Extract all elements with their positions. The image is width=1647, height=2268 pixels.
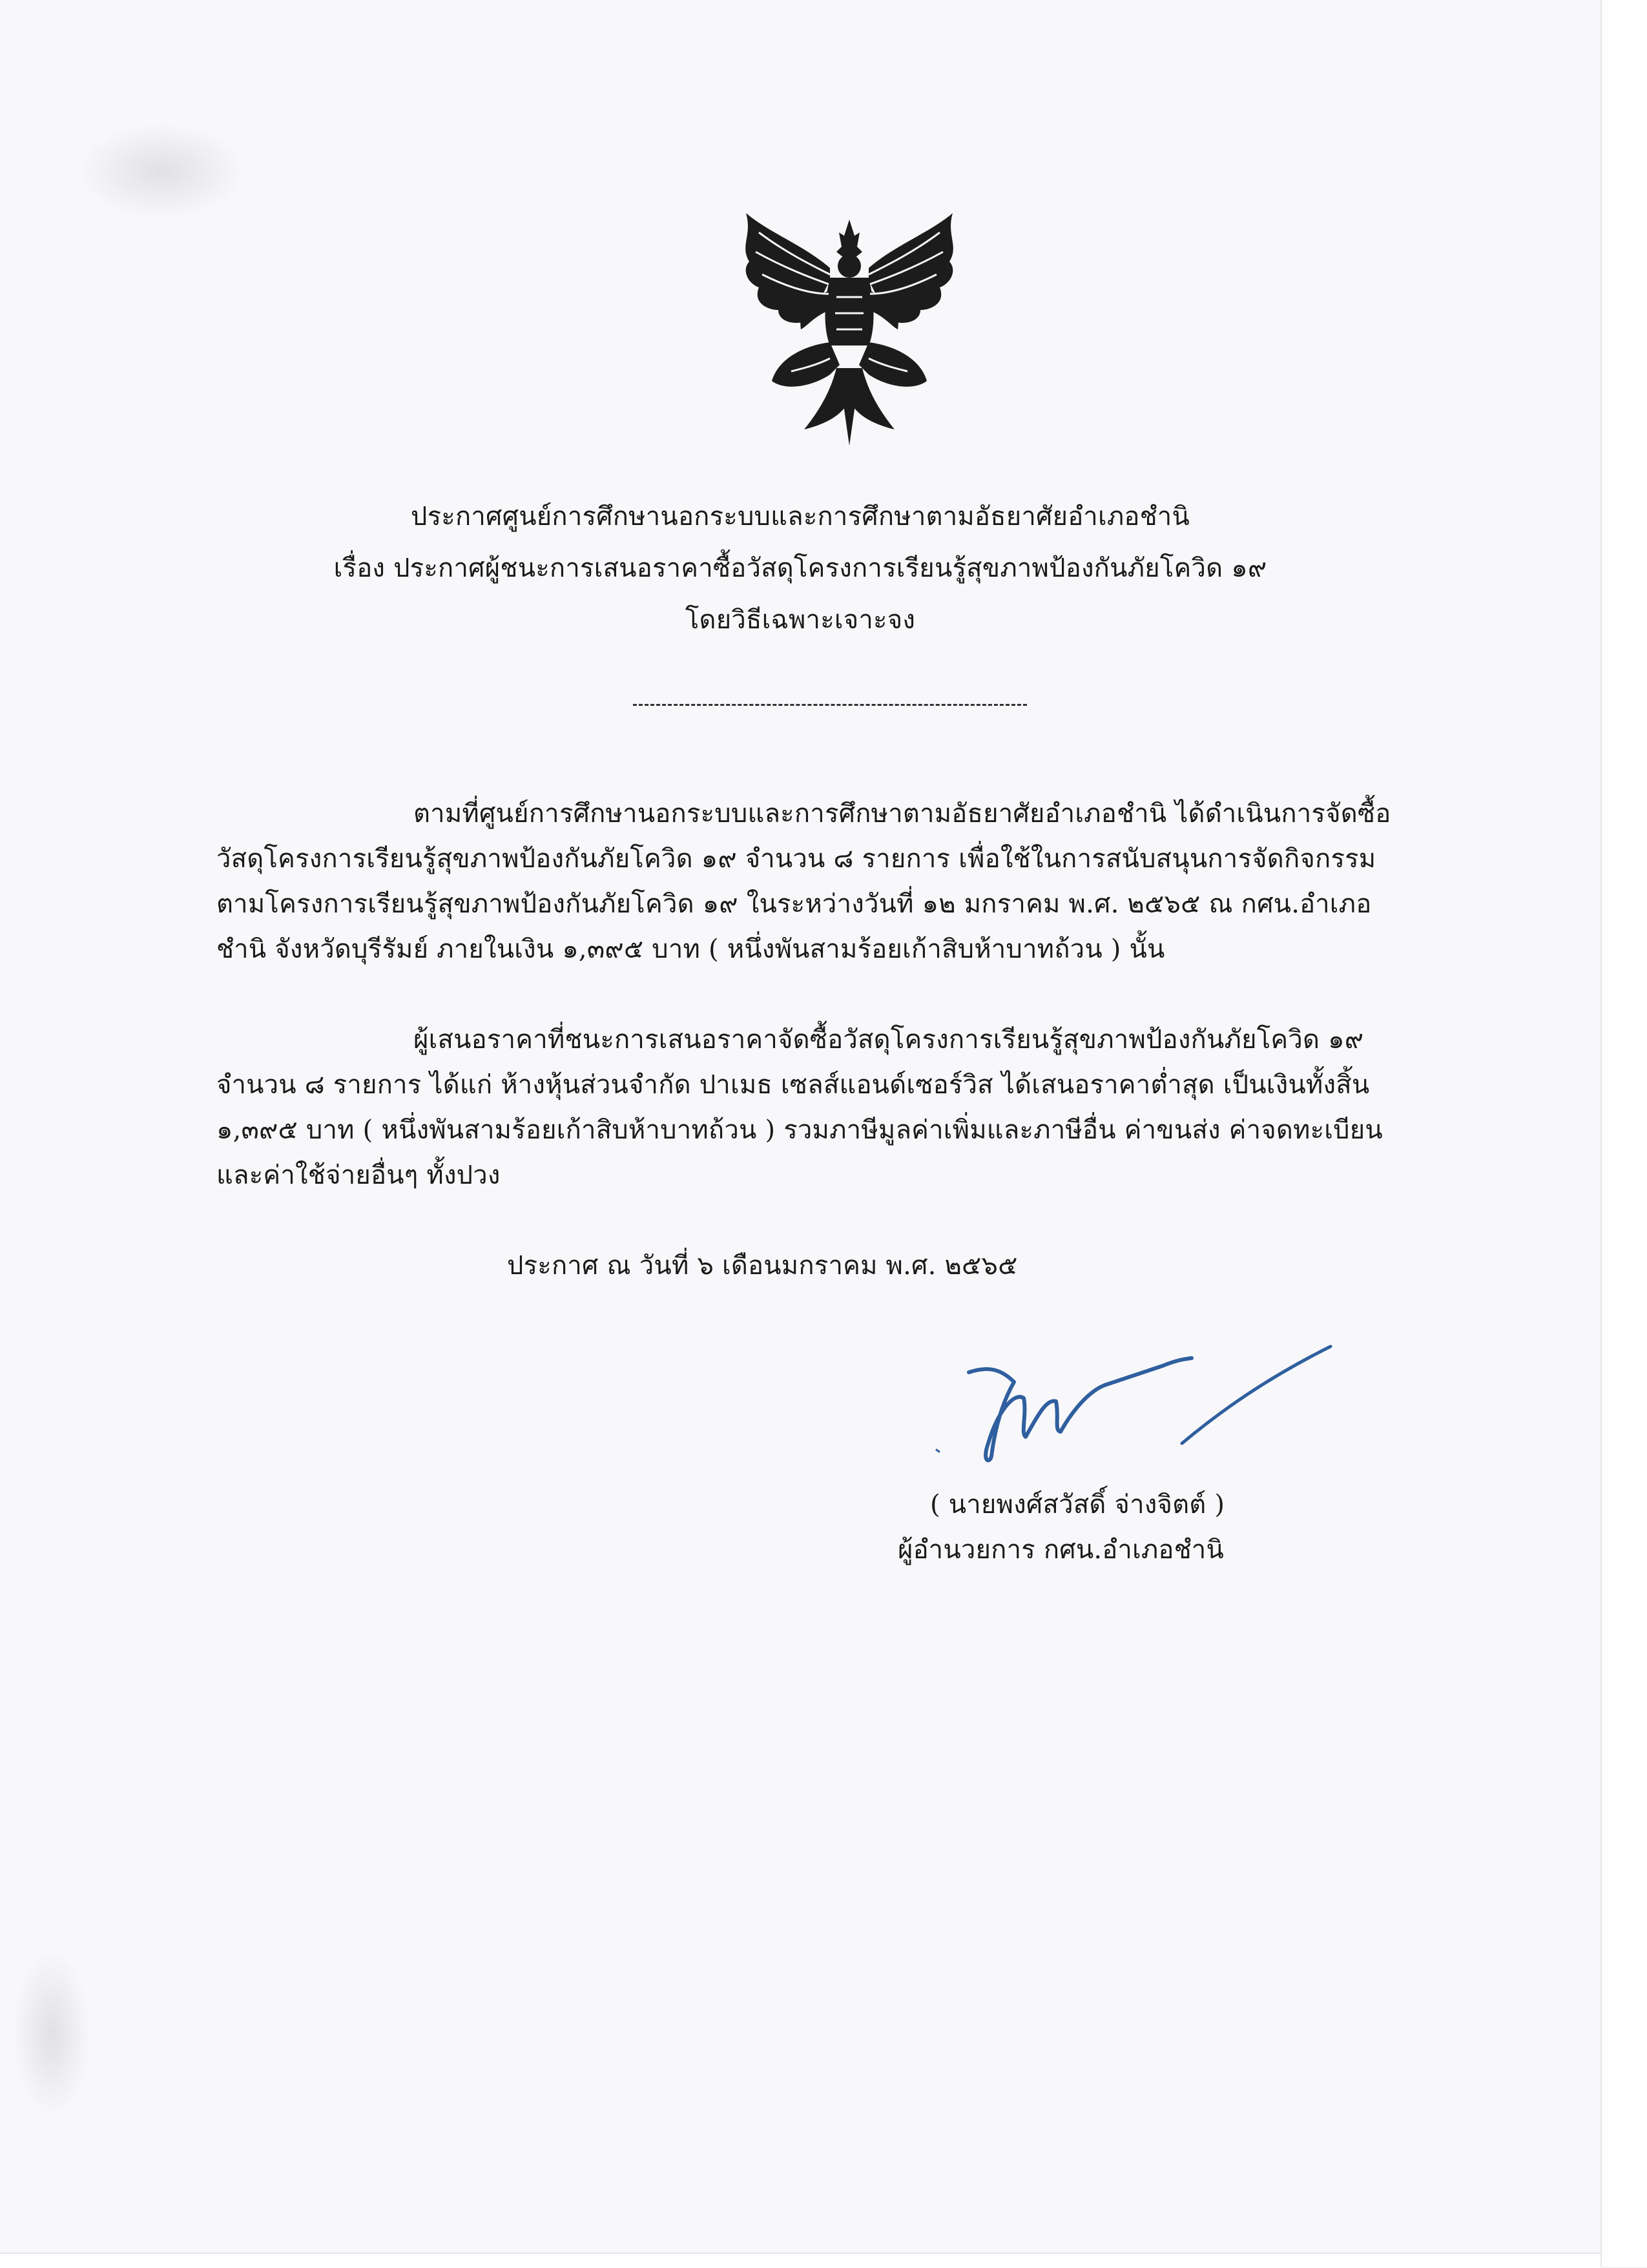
- announcement-subject: เรื่อง ประกาศผู้ชนะการเสนอราคาซื้อวัสดุโครงการเรียนรู้สุขภาพป้องกันภัยโควิด ๑๙: [333, 553, 1267, 583]
- announcement-method: โดยวิธีเฉพาะเจาะจง: [685, 605, 916, 635]
- announcement-title: ประกาศศูนย์การศึกษานอกระบบและการศึกษาตามอัธยาศัยอำเภอชำนิ: [411, 502, 1190, 531]
- garuda-emblem-icon: [733, 207, 966, 459]
- scan-smudge: [13, 1950, 90, 2118]
- paragraph-1-line-3: ตามโครงการเรียนรู้สุขภาพป้องกันภัยโควิด ๑๙ ในระหว่างวันที่ ๑๒ มกราคม พ.ศ. ๒๕๖๕ ณ กศน.อำเภอ: [216, 889, 1372, 919]
- paragraph-1-line-1: ตามที่ศูนย์การศึกษานอกระบบและการศึกษาตามอัธยาศัยอำเภอชำนิ ได้ดำเนินการจัดซื้อ: [413, 799, 1391, 829]
- handwritten-signature: [917, 1321, 1343, 1476]
- scan-smudge: [78, 123, 245, 220]
- separator-line: [633, 704, 1027, 706]
- paragraph-1-line-2: วัสดุโครงการเรียนรู้สุขภาพป้องกันภัยโควิด ๑๙ จำนวน ๘ รายการ เพื่อใช้ในการสนับสนุนการจัดกิจกรรม: [216, 844, 1376, 874]
- scan-right-margin: [1600, 0, 1647, 2267]
- paragraph-2-line-4: และค่าใช้จ่ายอื่นๆ ทั้งปวง: [216, 1160, 501, 1190]
- announcement-date: ประกาศ ณ วันที่ ๖ เดือนมกราคม พ.ศ. ๒๕๖๕: [507, 1251, 1018, 1281]
- signatory-name: ( นายพงศ์สวัสดิ์ จ่างจิตต์ ): [930, 1490, 1225, 1520]
- paragraph-1-line-4: ชำนิ จังหวัดบุรีรัมย์ ภายในเงิน ๑,๓๙๕ บาท ( หนึ่งพันสามร้อยเก้าสิบห้าบาทถ้วน ) นั้น: [216, 934, 1165, 964]
- paragraph-2-line-2: จำนวน ๘ รายการ ได้แก่ ห้างหุ้นส่วนจำกัด ปาเมธ เซลส์แอนด์เซอร์วิส ได้เสนอราคาต่ำสุด เป็นเงินทั้งสิ้น: [216, 1070, 1370, 1100]
- scan-bottom-margin: [0, 2253, 1600, 2268]
- paragraph-2-line-3: ๑,๓๙๕ บาท ( หนึ่งพันสามร้อยเก้าสิบห้าบาทถ้วน ) รวมภาษีมูลค่าเพิ่มและภาษีอื่น ค่าขนส่ง ค่าจดทะเบียน: [216, 1115, 1383, 1145]
- signatory-position: ผู้อำนวยการ กศน.อำเภอชำนิ: [898, 1535, 1225, 1565]
- paragraph-2-line-1: ผู้เสนอราคาที่ชนะการเสนอราคาจัดซื้อวัสดุโครงการเรียนรู้สุขภาพป้องกันภัยโควิด ๑๙: [413, 1025, 1364, 1055]
